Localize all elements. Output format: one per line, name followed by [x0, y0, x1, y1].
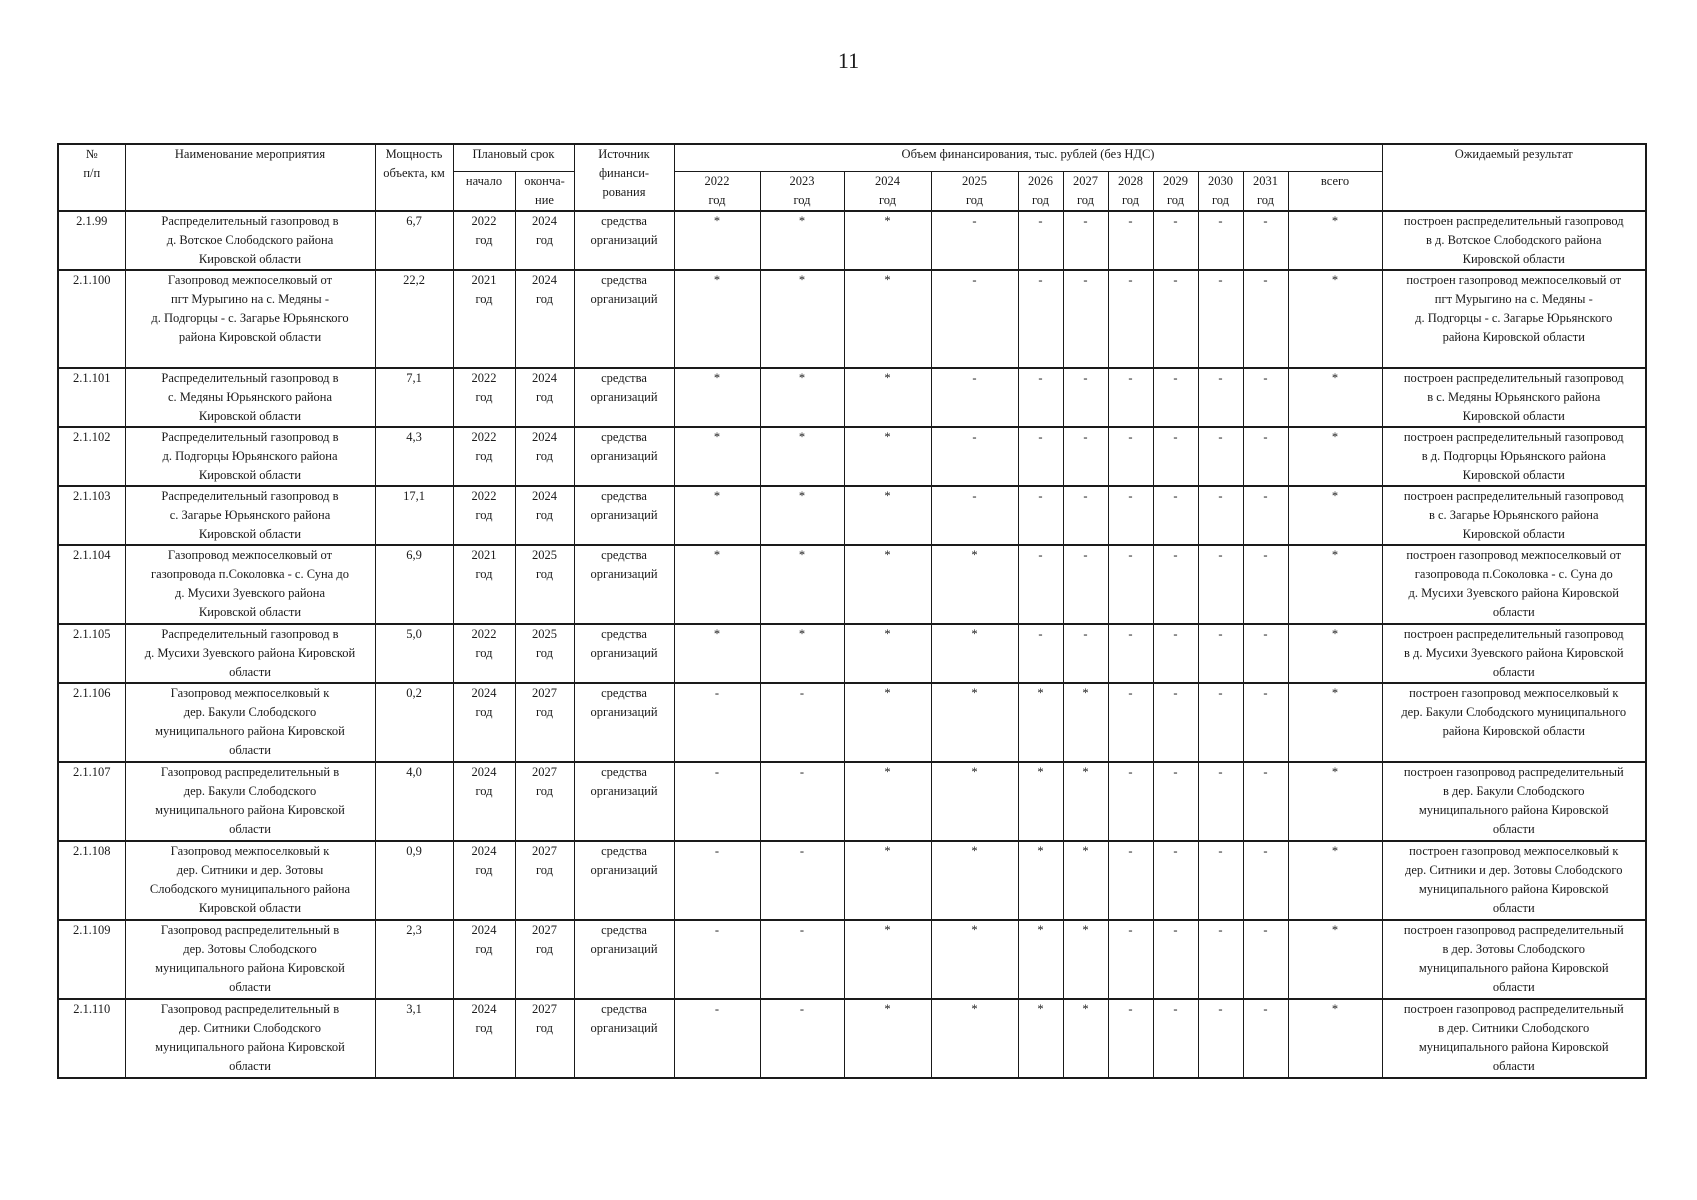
row-year-value: *: [931, 762, 1018, 841]
row-name: Распределительный газопровод в д. Подгорцы Юрьянского района Кировской области: [125, 427, 375, 486]
row-year-value: -: [931, 427, 1018, 486]
page-number: 11: [837, 48, 860, 73]
row-year-value: *: [1018, 920, 1063, 999]
row-end: 2024 год: [515, 211, 574, 270]
row-year-value: -: [1108, 368, 1153, 427]
row-result: построен распределительный газопровод в д. Подгорцы Юрьянского района Кировской области: [1382, 427, 1646, 486]
row-name: Газопровод распределительный в дер. Бакули Слободского муниципального района Кировской области: [125, 762, 375, 841]
row-year-value: -: [1198, 762, 1243, 841]
header-year: 2028 год: [1108, 172, 1153, 212]
header-year: 2031 год: [1243, 172, 1288, 212]
row-capacity: 2,3: [375, 920, 453, 999]
row-start: 2024 год: [453, 920, 515, 999]
row-source: средства организаций: [574, 368, 674, 427]
row-source: средства организаций: [574, 486, 674, 545]
row-start: 2024 год: [453, 762, 515, 841]
header-funding: Объем финансирования, тыс. рублей (без НДС): [674, 144, 1382, 172]
row-start: 2022 год: [453, 368, 515, 427]
row-num: 2.1.101: [58, 368, 125, 427]
row-year-value: -: [1153, 624, 1198, 683]
row-year-value: *: [931, 683, 1018, 762]
row-year-value: -: [1243, 545, 1288, 624]
row-start: 2024 год: [453, 841, 515, 920]
row-year-value: -: [760, 762, 844, 841]
row-end: 2024 год: [515, 368, 574, 427]
row-year-value: -: [1198, 545, 1243, 624]
row-year-value: -: [1018, 427, 1063, 486]
row-result: построен распределительный газопровод в д. Вотское Слободского района Кировской области: [1382, 211, 1646, 270]
row-num: 2.1.107: [58, 762, 125, 841]
table-row: [58, 270, 1646, 368]
row-name: Распределительный газопровод в с. Загарье Юрьянского района Кировской области: [125, 486, 375, 545]
row-end: 2027 год: [515, 762, 574, 841]
header-year: 2027 год: [1063, 172, 1108, 212]
table-body: [58, 211, 1646, 1078]
row-year-value: -: [1243, 999, 1288, 1078]
row-start: 2022 год: [453, 211, 515, 270]
row-year-value: -: [674, 683, 760, 762]
row-name: Газопровод распределительный в дер. Ситники Слободского муниципального района Кировской области: [125, 999, 375, 1078]
row-year-value: *: [844, 683, 931, 762]
table-row: [58, 999, 1646, 1078]
row-year-value: -: [1153, 427, 1198, 486]
header-total: всего: [1288, 172, 1382, 212]
header-year: 2026 год: [1018, 172, 1063, 212]
row-year-value: -: [1243, 624, 1288, 683]
row-result: построен распределительный газопровод в с. Медяны Юрьянского района Кировской области: [1382, 368, 1646, 427]
row-year-value: -: [1108, 841, 1153, 920]
row-start: 2021 год: [453, 545, 515, 624]
row-year-value: -: [1198, 999, 1243, 1078]
row-year-value: -: [1063, 211, 1108, 270]
row-year-value: -: [1243, 841, 1288, 920]
row-year-value: *: [674, 368, 760, 427]
row-year-value: -: [1018, 545, 1063, 624]
row-year-value: -: [1108, 486, 1153, 545]
row-source: средства организаций: [574, 211, 674, 270]
row-year-value: *: [844, 624, 931, 683]
row-year-value: -: [1063, 427, 1108, 486]
row-name: Распределительный газопровод в с. Медяны Юрьянского района Кировской области: [125, 368, 375, 427]
row-result: построен газопровод межпоселковый к дер. Бакули Слободского муниципального района Кировской области: [1382, 683, 1646, 762]
row-year-value: -: [1243, 270, 1288, 368]
row-name: Распределительный газопровод в д. Мусихи Зуевского района Кировской области: [125, 624, 375, 683]
row-year-value: -: [1198, 211, 1243, 270]
row-total: *: [1288, 920, 1382, 999]
row-year-value: *: [760, 427, 844, 486]
header-name: Наименование мероприятия: [125, 144, 375, 211]
row-year-value: -: [1063, 486, 1108, 545]
header-year: 2024 год: [844, 172, 931, 212]
row-capacity: 6,7: [375, 211, 453, 270]
row-year-value: -: [1153, 683, 1198, 762]
row-start: 2024 год: [453, 683, 515, 762]
row-end: 2027 год: [515, 841, 574, 920]
row-year-value: *: [1063, 920, 1108, 999]
row-start: 2022 год: [453, 624, 515, 683]
row-year-value: *: [1018, 762, 1063, 841]
row-num: 2.1.102: [58, 427, 125, 486]
row-total: *: [1288, 368, 1382, 427]
row-year-value: *: [844, 999, 931, 1078]
row-year-value: -: [1063, 624, 1108, 683]
header-start: начало: [453, 172, 515, 212]
row-year-value: -: [1153, 762, 1198, 841]
header-year: 2023 год: [760, 172, 844, 212]
row-year-value: *: [1018, 999, 1063, 1078]
row-year-value: -: [760, 999, 844, 1078]
row-year-value: *: [760, 368, 844, 427]
row-year-value: -: [1018, 270, 1063, 368]
row-source: средства организаций: [574, 762, 674, 841]
table-row: [58, 920, 1646, 999]
header-source: Источник финанси- рования: [574, 144, 674, 211]
row-year-value: *: [760, 486, 844, 545]
row-capacity: 3,1: [375, 999, 453, 1078]
header-plan-term: Плановый срок: [453, 144, 574, 172]
row-capacity: 0,2: [375, 683, 453, 762]
row-result: построен газопровод распределительный в дер. Ситники Слободского муниципального района Кировской области: [1382, 999, 1646, 1078]
row-year-value: -: [1108, 920, 1153, 999]
row-year-value: -: [1018, 211, 1063, 270]
row-year-value: -: [1063, 368, 1108, 427]
row-year-value: -: [674, 841, 760, 920]
row-year-value: *: [760, 545, 844, 624]
row-end: 2024 год: [515, 486, 574, 545]
row-name: Распределительный газопровод в д. Вотское Слободского района Кировской области: [125, 211, 375, 270]
row-source: средства организаций: [574, 545, 674, 624]
row-year-value: -: [1153, 211, 1198, 270]
row-num: 2.1.110: [58, 999, 125, 1078]
row-name: Газопровод межпоселковый от газопровода п.Соколовка - с. Суна до д. Мусихи Зуевского района Кировской области: [125, 545, 375, 624]
row-total: *: [1288, 624, 1382, 683]
row-year-value: -: [1198, 486, 1243, 545]
row-capacity: 17,1: [375, 486, 453, 545]
row-num: 2.1.100: [58, 270, 125, 368]
row-year-value: *: [674, 427, 760, 486]
row-year-value: *: [1063, 841, 1108, 920]
row-total: *: [1288, 762, 1382, 841]
row-result: построен газопровод межпоселковый от газопровода п.Соколовка - с. Суна до д. Мусихи Зуевского района Кировской области: [1382, 545, 1646, 624]
row-end: 2025 год: [515, 624, 574, 683]
row-end: 2027 год: [515, 999, 574, 1078]
row-year-value: -: [1108, 999, 1153, 1078]
table-row: [58, 683, 1646, 762]
row-result: построен газопровод распределительный в дер. Бакули Слободского муниципального района Кировской области: [1382, 762, 1646, 841]
row-year-value: -: [1108, 545, 1153, 624]
row-year-value: *: [844, 841, 931, 920]
row-capacity: 7,1: [375, 368, 453, 427]
row-year-value: -: [1108, 427, 1153, 486]
row-year-value: -: [1018, 486, 1063, 545]
row-year-value: -: [1198, 427, 1243, 486]
row-end: 2025 год: [515, 545, 574, 624]
table-row: [58, 211, 1646, 270]
row-year-value: *: [844, 211, 931, 270]
header-end: оконча- ние: [515, 172, 574, 212]
table-row: [58, 624, 1646, 683]
row-capacity: 22,2: [375, 270, 453, 368]
row-year-value: -: [1153, 545, 1198, 624]
row-year-value: -: [1153, 486, 1198, 545]
row-year-value: -: [1063, 545, 1108, 624]
financing-table: [57, 143, 1647, 1079]
row-total: *: [1288, 270, 1382, 368]
row-source: средства организаций: [574, 427, 674, 486]
row-year-value: *: [844, 762, 931, 841]
row-year-value: *: [674, 624, 760, 683]
row-year-value: -: [1063, 270, 1108, 368]
row-num: 2.1.104: [58, 545, 125, 624]
row-year-value: *: [931, 999, 1018, 1078]
row-year-value: -: [1198, 920, 1243, 999]
row-year-value: -: [1153, 368, 1198, 427]
row-year-value: -: [1153, 999, 1198, 1078]
row-year-value: -: [674, 920, 760, 999]
row-name: Газопровод межпоселковый к дер. Бакули Слободского муниципального района Кировской области: [125, 683, 375, 762]
row-total: *: [1288, 486, 1382, 545]
row-year-value: *: [844, 486, 931, 545]
row-year-value: *: [674, 270, 760, 368]
row-year-value: *: [1018, 683, 1063, 762]
row-end: 2027 год: [515, 920, 574, 999]
row-year-value: -: [1243, 368, 1288, 427]
row-result: построен газопровод распределительный в дер. Зотовы Слободского муниципального района Кировской области: [1382, 920, 1646, 999]
row-end: 2024 год: [515, 427, 574, 486]
row-year-value: *: [931, 841, 1018, 920]
row-num: 2.1.99: [58, 211, 125, 270]
row-num: 2.1.103: [58, 486, 125, 545]
row-year-value: -: [1018, 368, 1063, 427]
row-year-value: -: [1108, 624, 1153, 683]
row-source: средства организаций: [574, 270, 674, 368]
row-source: средства организаций: [574, 920, 674, 999]
row-name: Газопровод межпоселковый от пгт Мурыгино на с. Медяны - д. Подгорцы - с. Загарье Юрьянского района Кировской области: [125, 270, 375, 368]
row-start: 2024 год: [453, 999, 515, 1078]
row-year-value: -: [760, 920, 844, 999]
row-start: 2021 год: [453, 270, 515, 368]
row-year-value: -: [1108, 683, 1153, 762]
header-year: 2022 год: [674, 172, 760, 212]
row-year-value: -: [931, 486, 1018, 545]
row-year-value: -: [1153, 841, 1198, 920]
row-year-value: -: [1108, 762, 1153, 841]
row-source: средства организаций: [574, 624, 674, 683]
row-capacity: 4,0: [375, 762, 453, 841]
table-row: [58, 545, 1646, 624]
row-year-value: -: [1198, 841, 1243, 920]
row-year-value: -: [931, 270, 1018, 368]
row-year-value: *: [844, 545, 931, 624]
row-year-value: -: [1243, 683, 1288, 762]
row-year-value: *: [931, 545, 1018, 624]
header-result: Ожидаемый результат: [1382, 144, 1646, 211]
row-year-value: *: [674, 486, 760, 545]
row-year-value: -: [1198, 270, 1243, 368]
row-end: 2027 год: [515, 683, 574, 762]
row-year-value: -: [931, 368, 1018, 427]
row-year-value: -: [760, 683, 844, 762]
row-name: Газопровод межпоселковый к дер. Ситники и дер. Зотовы Слободского муниципального района Кировской области: [125, 841, 375, 920]
row-year-value: *: [844, 920, 931, 999]
row-year-value: *: [1018, 841, 1063, 920]
row-source: средства организаций: [574, 841, 674, 920]
row-total: *: [1288, 999, 1382, 1078]
row-year-value: -: [760, 841, 844, 920]
row-result: построен распределительный газопровод в д. Мусихи Зуевского района Кировской области: [1382, 624, 1646, 683]
row-result: построен газопровод межпоселковый к дер. Ситники и дер. Зотовы Слободского муниципального района Кировской области: [1382, 841, 1646, 920]
row-result: построен распределительный газопровод в с. Загарье Юрьянского района Кировской области: [1382, 486, 1646, 545]
row-year-value: -: [1198, 624, 1243, 683]
table-row: [58, 368, 1646, 427]
row-num: 2.1.108: [58, 841, 125, 920]
row-num: 2.1.106: [58, 683, 125, 762]
table-row: [58, 427, 1646, 486]
row-total: *: [1288, 211, 1382, 270]
row-year-value: -: [1243, 211, 1288, 270]
row-num: 2.1.109: [58, 920, 125, 999]
row-year-value: *: [844, 270, 931, 368]
row-total: *: [1288, 683, 1382, 762]
row-year-value: -: [1243, 427, 1288, 486]
row-year-value: -: [674, 999, 760, 1078]
header-year: 2029 год: [1153, 172, 1198, 212]
row-year-value: -: [1243, 920, 1288, 999]
row-name: Газопровод распределительный в дер. Зотовы Слободского муниципального района Кировской области: [125, 920, 375, 999]
row-year-value: -: [1108, 270, 1153, 368]
row-year-value: *: [674, 545, 760, 624]
row-start: 2022 год: [453, 427, 515, 486]
row-result: построен газопровод межпоселковый от пгт Мурыгино на с. Медяны - д. Подгорцы - с. Загарье Юрьянского района Кировской области: [1382, 270, 1646, 368]
row-year-value: -: [1243, 762, 1288, 841]
row-year-value: *: [931, 920, 1018, 999]
row-year-value: -: [1153, 920, 1198, 999]
row-year-value: *: [760, 270, 844, 368]
row-year-value: *: [844, 427, 931, 486]
header-num: № п/п: [58, 144, 125, 211]
row-total: *: [1288, 841, 1382, 920]
table-row: [58, 841, 1646, 920]
row-year-value: -: [1108, 211, 1153, 270]
row-capacity: 6,9: [375, 545, 453, 624]
row-source: средства организаций: [574, 683, 674, 762]
row-year-value: *: [1063, 762, 1108, 841]
row-num: 2.1.105: [58, 624, 125, 683]
row-year-value: *: [844, 368, 931, 427]
row-capacity: 0,9: [375, 841, 453, 920]
row-year-value: *: [674, 211, 760, 270]
row-year-value: -: [1198, 683, 1243, 762]
row-capacity: 4,3: [375, 427, 453, 486]
row-year-value: *: [1063, 683, 1108, 762]
row-start: 2022 год: [453, 486, 515, 545]
header-capacity: Мощность объекта, км: [375, 144, 453, 211]
row-year-value: *: [760, 624, 844, 683]
table-row: [58, 762, 1646, 841]
row-year-value: *: [760, 211, 844, 270]
row-year-value: -: [674, 762, 760, 841]
row-end: 2024 год: [515, 270, 574, 368]
row-total: *: [1288, 427, 1382, 486]
row-total: *: [1288, 545, 1382, 624]
row-year-value: -: [1018, 624, 1063, 683]
header-year: 2025 год: [931, 172, 1018, 212]
row-capacity: 5,0: [375, 624, 453, 683]
row-source: средства организаций: [574, 999, 674, 1078]
row-year-value: *: [1063, 999, 1108, 1078]
row-year-value: -: [931, 211, 1018, 270]
row-year-value: -: [1153, 270, 1198, 368]
table-row: [58, 486, 1646, 545]
header-year: 2030 год: [1198, 172, 1243, 212]
row-year-value: *: [931, 624, 1018, 683]
row-year-value: -: [1243, 486, 1288, 545]
row-year-value: -: [1198, 368, 1243, 427]
